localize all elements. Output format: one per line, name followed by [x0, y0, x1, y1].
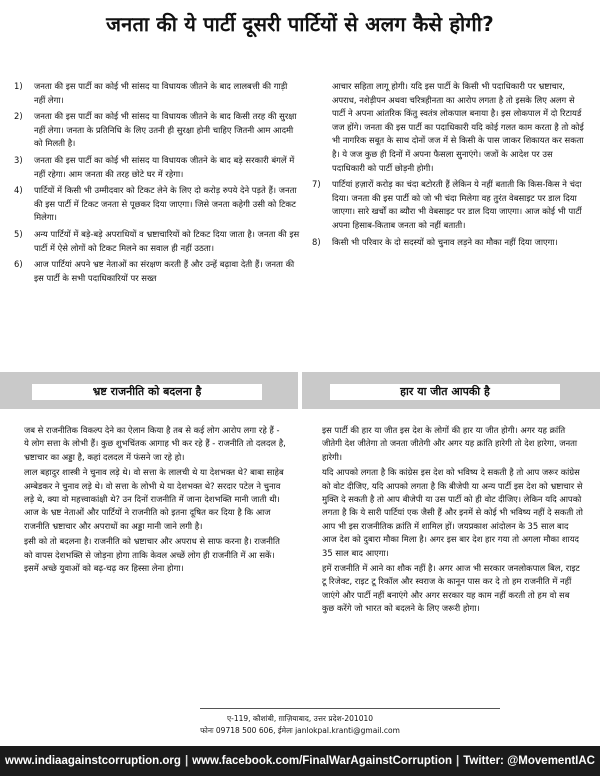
bottom-left-column [24, 424, 286, 577]
paragraph: इसी को तो बदलना है। राजनीति को भ्रष्टाचार और अपराध से साफ करना है। राजनीति को वापस देशभक्ति से जोड़ना होगा ताकि केवल अच्छें लोग ही राजनीति में आ सकें। इसमें अच्छे युवाओं को बढ़-चढ़ कर हिस्सा लेना होगा। [24, 536, 280, 574]
bottom-right-column [322, 424, 584, 618]
address-line: ए-119, कौशांबी, ग़ाज़ियाबाद, उत्तर प्रदेश-201010 [226, 714, 374, 723]
paragraph: जब से राजनीतिक विकल्प देने का ऐलान किया है तब से कई लोग आरोप लगा रहे हैं - ये लोग सत्ता के लोभी हैं। कुछ शुभचिंतक आगाह भी कर रहे हैं - राजनीति तो दलदल है, भ्रष्टाचार का अड्डा है, कहां दलदल में फंसने जा रहे हो। [24, 425, 286, 462]
list-item [312, 236, 588, 250]
item-text: पार्टियों में किसी भी उम्मीदवार को टिकट लेने के लिए दो करोड़ रुपये देने पड़ते हैं। जनता की इस पार्टी में टिकट जनता से पूछकर दिया जाएगा। जिसे जनता कहेगी उसी को टिकट मिलेगा। [34, 185, 297, 223]
item-text: जनता की इस पार्टी का कोई भी सांसद या विधायक जीतने के बाद किसी तरह की सुरक्षा नहीं लेगा। जनता के प्रतिनिधि के लिए उतनी ही सुरक्षा होनी चाहिए जितनी आम आदमी को मिलती है। [34, 111, 297, 149]
item-number: 6) [14, 259, 23, 270]
item-number: 8) [312, 236, 321, 247]
list-item [14, 184, 300, 225]
separator: | [184, 755, 189, 767]
contact-block [0, 713, 600, 737]
item-text: जनता की इस पार्टी का कोई भी सांसद या विधायक जीतने के बाद बड़े सरकारी बंगलें में नहीं रहेगा। आम जनता की तरह छोटे घर में रहेगा। [34, 154, 295, 179]
item-number: 4) [14, 185, 23, 196]
item-number: 1) [14, 81, 23, 91]
points-list-right [312, 178, 588, 249]
list-item [14, 80, 300, 107]
list-item [14, 258, 300, 285]
divider [200, 708, 500, 709]
paragraph: हमें राजनीति में आने का शौक नहीं है। अगर आज भी सरकार जनलोकपाल बिल, राइट टू रिजेक्ट, राइट टू रिकॉल और स्वराज के कानून पास कर दे तो हम राजनीति में नहीं जाएंगे और पार्टी नहीं बनाएंगे और अगर सरकार यह काम नहीं करती तो हम वो सब कुछ करेंगे जो भारत को बदलने के लिए जरूरी होगा। [322, 563, 580, 614]
item-number: 3) [14, 154, 23, 165]
contact-line: फोनः 09718 500 606, ईमेलः janlokpal.kranti@gmail.com [200, 726, 400, 735]
paragraph: इस पार्टी की हार या जीत इस देश के लोगों की हार या जीत होगी। अगर यह क्रांति जीतेगी देश जीतेगा तो जनता जीतेगी और अगर यह क्रांति हारेगी तो देश हारेगा, जनता हारेगी। [322, 425, 578, 462]
item-text: किसी भी परिवार के दो सदस्यों को चुनाव लड़ने का मौका नहीं दिया जाएगा। [332, 236, 558, 247]
item-text: जनता की इस पार्टी का कोई भी सांसद या विधायक जीतने के बाद लालबत्ती की गाड़ी नहीं लेगा। [34, 81, 288, 105]
paragraph: यदि आपको लगता है कि कांग्रेस इस देश को भविष्य दे सकती है तो आप जरूर कांग्रेस को वोट दीजिए, यदि आपको लगता है कि बीजेपी या अन्य पार्टी इस देश को भ्रष्टाचार से मुक्ति दे सकती है तो आप बीजेपी या उस पार्टी को ही वोट दीजिए। लेकिन यदि आपको लगता है कि ये सारी पार्टियां एक जैसी हैं और इनमें से कोई भी भविष्य नहीं दे सकती तो आप भी इस राजनीतिक क्रांति में शामिल हों। जयप्रकाश आंदोलन के 35 साल बाद आज देश को दुबारा मौका मिला है। अगर इस बार देश हार गया तो अगला मौका शायद 35 साल बाद आएगा। [322, 467, 583, 558]
section-title-right: हार या जीत आपकी है [330, 384, 560, 400]
list-item [14, 228, 300, 255]
twitter-link[interactable]: Twitter: @MovementIAC [463, 755, 595, 767]
website-link[interactable]: www.indiaagainstcorruption.org [5, 755, 181, 767]
separator: | [456, 755, 460, 767]
item-number: 5) [14, 228, 23, 239]
top-left-column [14, 80, 300, 288]
section-title-left: भ्रष्ट राजनीति को बदलना है [32, 384, 262, 400]
item-number: 2) [14, 111, 23, 122]
top-right-column [312, 80, 588, 252]
list-item [14, 110, 300, 151]
page-headline: जनता की ये पार्टी दूसरी पार्टियों से अलग कैसे होगी? [106, 12, 494, 36]
footer-bar [0, 746, 600, 776]
paragraph: लाल बहादुर शास्त्री ने चुनाव लड़े थे। वो सत्ता के लालची थे या देशभक्त थे? बाबा साहेब अम्बेडकर ने चुनाव लड़े थे। वो सत्ता के लोभी थे या देशभक्त थे? सरदार पटेल ने चुनाव लड़े थे, क्या वो महत्त्वाकांक्षी थे? उन दिनों राजनीति में जाना देशभक्ति मानी जाती थी। आज के भ्रष्ट नेताओं और पार्टियों ने राजनीति को इतना दूषित कर दिया है कि आज राजनीति भ्रष्टाचार और अपराधों का अड्डा मानी जाने लगी है। [24, 467, 284, 531]
item-number: 7) [312, 179, 321, 190]
points-list-left [14, 80, 300, 285]
list-item [14, 154, 300, 181]
list-item [312, 178, 588, 232]
facebook-link[interactable]: www.facebook.com/FinalWarAgainstCorruption [192, 755, 452, 767]
item-text: पार्टियां हज़ारों करोड़ का चंदा बटोरती हैं लेकिन ये नहीं बताती कि किस-किस ने चंदा दिया। जनता की इस पार्टी को जो भी चंदा मिलेगा वह तुरंत वेबसाइट पर डाल दिया जाएगा। सारे खर्चों का ब्यौरा भी वेबसाइट पर डाल दिया जाएगा। आज कोई भी पार्टी अपना हिसाब-किताब जनता को नहीं बताती। [332, 179, 582, 230]
continued-text: आचार सहिता लागू होगी। यदि इस पार्टी के किसी भी पदाधिकारी पर भ्रष्टाचार, अपराध, नशेड़ीपन अथवा चरित्रहीनता का आरोप लगता है तो इसके लिए अलग से पार्टी ने अपना आंतरिक किंतु स्वतंत्र लोकपाल बनाया है। इस लोकपाल में दो रिटायर्ड जज होंगे। जनता की इस पार्टी का पदाधिकारी यदि कोई गलत काम करता है तो कोई भी नागरिक सबूत के साथ दोनों जज में से किसी के पास जाकर शिकायत कर सकता है। ये जज कुछ ही दिनों में अपना फैसला सुनाएंगे। जजों के आदेश पर उस पदाधिकारी को पार्टी छोड़नी होगी। [332, 81, 584, 173]
item-text: अन्य पार्टियों में बड़े-बड़े अपराधियों व भ्रष्टाचारियों को टिकट दिया जाता है। जनता की इस पार्टी में ऐसे लोगों को टिकट मिलने का सवाल ही नहीं उठता। [34, 228, 300, 253]
item-text: आज पार्टियां अपने भ्रष्ट नेताओं का संरक्षण करती हैं और उन्हें बढ़ावा देती हैं। जनता की इस पार्टी के सभी पदाधिकारियों पर सख्त [34, 259, 295, 283]
